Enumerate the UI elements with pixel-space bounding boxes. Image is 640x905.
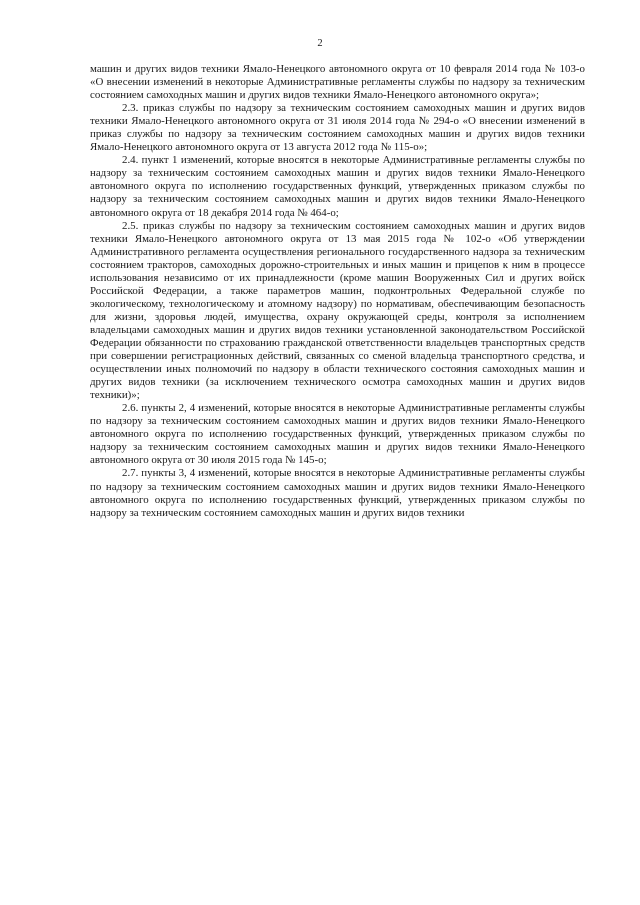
paragraph-2-6: 2.6. пункты 2, 4 изменений, которые вносятся в некоторые Административные регламенты службы по надзору за техническим состоянием самоходных машин и других видов техники Ямало-Ненецкого автономного округа по исполнению государственных функций, утвержденных приказом службы по надзору за техническим состоянием самоходных машин и других видов техники Ямало-Ненецкого автономного округа от 30 июля 2015 года № 145-о; xyxy=(90,402,585,467)
page-number: 2 xyxy=(317,38,323,49)
paragraph-continuation: машин и других видов техники Ямало-Ненецкого автономного округа от 10 февраля 2014 года № 103-о «О внесении изменений в некоторые Административные регламенты службы по надзору за техническим состоянием самоходных машин и других видов техники Ямало-Ненецкого автономного округа»; xyxy=(90,63,585,102)
document-body xyxy=(90,63,585,520)
paragraph-2-4: 2.4. пункт 1 изменений, которые вносятся в некоторые Административные регламенты службы по надзору за техническим состоянием самоходных машин и других видов техники Ямало-Ненецкого автономного округа по исполнению государственных функций, утвержденных приказом службы по надзору за техническим состоянием самоходных машин и других видов техники Ямало-Ненецкого автономного округа от 18 декабря 2014 года № 464-о; xyxy=(90,154,585,219)
paragraph-2-3: 2.3. приказ службы по надзору за техническим состоянием самоходных машин и других видов техники Ямало-Ненецкого автономного округа от 31 июля 2014 года № 294-о «О внесении изменений в приказ службы по надзору за техническим состоянием самоходных машин и других видов техники Ямало-Ненецкого автономного округа от 13 августа 2012 года № 115-о»; xyxy=(90,102,585,154)
paragraph-2-5: 2.5. приказ службы по надзору за техническим состоянием самоходных машин и других видов техники Ямало-Ненецкого автономного округа от 13 мая 2015 года № 102-о «Об утверждении Административного регламента осуществления регионального государственного надзора за техническим состоянием тракторов, самоходных дорожно-строительных и иных машин и прицепов к ним в процессе использования независимо от их принадлежности (кроме машин Вооруженных Сил и других войск Российской Федерации, а также параметров машин, подконтрольных Федеральной службе по экологическому, технологическому и атомному надзору) по нормативам, обеспечивающим безопасность для жизни, здоровья людей, имущества, охрану окружающей среды, контроля за исполнением владельцами самоходных машин и других видов техники установленной законодательством Российской Федерации обязанности по страхованию гражданской ответственности владельцев транспортных средств при совершении регистрационных действий, связанных со сменой владельца транспортного средства, и осуществлении иных полномочий по надзору в области технического состояния самоходных машин и других видов техники (за исключением технического осмотра самоходных машин и других видов техники)»; xyxy=(90,219,585,402)
paragraph-2-7: 2.7. пункты 3, 4 изменений, которые вносятся в некоторые Административные регламенты службы по надзору за техническим состоянием самоходных машин и других видов техники Ямало-Ненецкого автономного округа по исполнению государственных функций, утвержденных приказом службы по надзору за техническим состоянием самоходных машин и других видов техники xyxy=(90,467,585,519)
